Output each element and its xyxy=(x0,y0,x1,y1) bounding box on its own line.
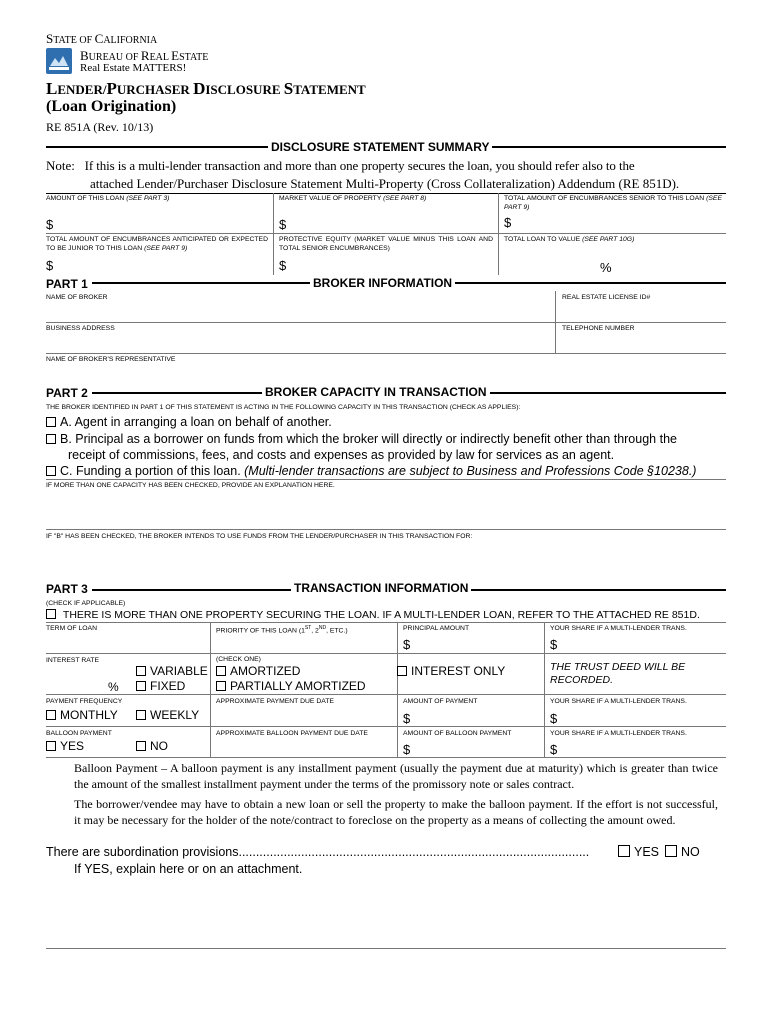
part1-label: PART 1 xyxy=(46,277,92,291)
amount-of-payment-field[interactable]: $ xyxy=(403,711,411,726)
option-b-checkbox[interactable] xyxy=(46,434,56,444)
balloon-no-option: NO xyxy=(136,739,168,753)
partially-amortized-option: PARTIALLY AMORTIZED xyxy=(216,679,366,693)
option-a: A. Agent in arranging a loan on behalf of another. xyxy=(46,414,332,431)
balloon-amount-label: AMOUNT OF BALLOON PAYMENT xyxy=(403,730,512,737)
share-field-1[interactable]: $ xyxy=(550,637,558,652)
subordination-explain-label: If YES, explain here or on an attachment. xyxy=(74,862,303,876)
option-c-checkbox[interactable] xyxy=(46,466,56,476)
principal-amount-label: PRINCIPAL AMOUNT xyxy=(403,625,470,632)
balloon-due-date-label: APPROXIMATE BALLOON PAYMENT DUE DATE xyxy=(216,730,368,737)
share-label-3: YOUR SHARE IF A MULTI-LENDER TRANS. xyxy=(550,730,687,737)
form-id: RE 851A (Rev. 10/13) xyxy=(46,120,154,134)
term-of-loan-label: TERM OF LOAN xyxy=(46,625,97,632)
balloon-yes-option: YES xyxy=(46,739,84,753)
form-subtitle: (Loan Origination) xyxy=(46,98,177,115)
senior-encumbrances-field[interactable]: $ xyxy=(504,215,512,230)
protective-equity-label: PROTECTIVE EQUITY (MARKET VALUE MINUS THIS LOAN AND TOTAL SENIOR ENCUMBRANCES) xyxy=(279,236,493,252)
balloon-payment-label: BALLOON PAYMENT xyxy=(46,730,112,737)
option-b: B. Principal as a borrower on funds from which the broker will directly or indirectly benefit other than through the xyxy=(46,431,728,448)
summary-note-line2: attached Lender/Purchaser Disclosure Statement Multi-Property (Cross Collateralization) Addendum (RE 851D). xyxy=(90,176,680,191)
part2-label: PART 2 xyxy=(46,386,92,400)
borrower-paragraph: The borrower/vendee may have to obtain a new loan or sell the property to make the balloon payment. If the effort is not successful, it may be necessary for the holder of the note/contract to foreclose on the property as a means of collecting the amount owed. xyxy=(74,797,718,827)
fixed-option: FIXED xyxy=(136,679,185,693)
summary-note: Note: If this is a multi-lender transaction and more than one property secures the loan, you should refer also to the xyxy=(46,158,635,173)
form-title: LENDER/PURCHASER DISCLOSURE STATEMENT xyxy=(46,79,366,98)
trust-deed-note: THE TRUST DEED WILL BE RECORDED. xyxy=(550,661,686,686)
tagline: Real Estate MATTERS! xyxy=(80,62,187,74)
california-bear-logo-icon xyxy=(46,48,72,74)
interest-only-option: INTEREST ONLY xyxy=(397,664,505,678)
junior-encumbrances-label: TOTAL AMOUNT OF ENCUMBRANCES ANTICIPATED OR EXPECTED TO BE JUNIOR TO THIS LOAN (SEE PART 9) xyxy=(46,236,268,252)
interest-only-checkbox[interactable] xyxy=(397,666,407,676)
principal-amount-field[interactable]: $ xyxy=(403,637,411,652)
share-label-2: YOUR SHARE IF A MULTI-LENDER TRANS. xyxy=(550,698,687,705)
payment-frequency-label: PAYMENT FREQUENCY xyxy=(46,698,123,705)
percent-sign: % xyxy=(108,680,119,694)
share-field-3[interactable]: $ xyxy=(550,742,558,757)
weekly-checkbox[interactable] xyxy=(136,710,146,720)
telephone-label: TELEPHONE NUMBER xyxy=(562,325,635,332)
b-funds-label: IF "B" HAS BEEN CHECKED, THE BROKER INTENDS TO USE FUNDS FROM THE LENDER/PURCHASER IN THIS TRANSACTION FOR: xyxy=(46,533,473,540)
subordination-provisions: There are subordination provisions..................................................................................................... xyxy=(46,845,590,859)
balloon-no-checkbox[interactable] xyxy=(136,741,146,751)
priority-label: PRIORITY OF THIS LOAN (1ST, 2ND, ETC.) xyxy=(216,625,348,635)
multi-property-row: THERE IS MORE THAN ONE PROPERTY SECURING THE LOAN. IF A MULTI-LENDER LOAN, REFER TO THE ATTACHED RE 851D. xyxy=(46,609,700,621)
senior-encumbrances-label: TOTAL AMOUNT OF ENCUMBRANCES SENIOR TO THIS LOAN (SEE PART 9) xyxy=(504,195,722,211)
option-b-continued: receipt of commissions, fees, and costs and expenses as provided by law for services as an agent. xyxy=(68,448,615,462)
option-c: C. Funding a portion of this loan. (Multi-lender transactions are subject to Business and Professions Code §10238.) xyxy=(46,463,696,480)
loan-to-value-label: TOTAL LOAN TO VALUE (SEE PART 10G) xyxy=(504,236,635,243)
monthly-checkbox[interactable] xyxy=(46,710,56,720)
fixed-checkbox[interactable] xyxy=(136,681,146,691)
balloon-yes-checkbox[interactable] xyxy=(46,741,56,751)
amortized-option: AMORTIZED xyxy=(216,664,300,678)
junior-encumbrances-field[interactable]: $ xyxy=(46,258,54,273)
amount-of-payment-label: AMOUNT OF PAYMENT xyxy=(403,698,478,705)
part3-label: PART 3 xyxy=(46,582,92,596)
part1-heading: BROKER INFORMATION xyxy=(310,276,455,290)
amount-of-loan-field[interactable]: $ xyxy=(46,217,54,232)
option-a-checkbox[interactable] xyxy=(46,417,56,427)
variable-checkbox[interactable] xyxy=(136,666,146,676)
business-address-label: BUSINESS ADDRESS xyxy=(46,325,115,332)
multi-property-checkbox[interactable] xyxy=(46,609,56,619)
market-value-label: MARKET VALUE OF PROPERTY (SEE PART 8) xyxy=(279,195,427,202)
subordination-no-checkbox[interactable] xyxy=(665,845,677,857)
interest-rate-label: INTEREST RATE xyxy=(46,657,99,664)
amount-of-loan-label: AMOUNT OF THIS LOAN (SEE PART 3) xyxy=(46,195,170,202)
market-value-field[interactable]: $ xyxy=(279,217,287,232)
state-of-california: STATE OF CALIFORNIA xyxy=(46,31,158,46)
capacity-intro: THE BROKER IDENTIFIED IN PART 1 OF THIS STATEMENT IS ACTING IN THE FOLLOWING CAPACITY IN THIS TRANSACTION (CHECK AS APPLIES): xyxy=(46,404,521,411)
broker-representative-label: NAME OF BROKER'S REPRESENTATIVE xyxy=(46,356,176,363)
subordination-yes-option: YES xyxy=(618,845,659,859)
summary-heading: DISCLOSURE STATEMENT SUMMARY xyxy=(268,140,492,154)
bureau-of-real-estate: BUREAU OF REAL ESTATE xyxy=(80,48,209,63)
share-label-1: YOUR SHARE IF A MULTI-LENDER TRANS. xyxy=(550,625,687,632)
balloon-amount-field[interactable]: $ xyxy=(403,742,411,757)
check-if-applicable: (CHECK IF APPLICABLE) xyxy=(46,600,126,607)
explanation-label: IF MORE THAN ONE CAPACITY HAS BEEN CHECKED, PROVIDE AN EXPLANATION HERE. xyxy=(46,482,335,489)
share-field-2[interactable]: $ xyxy=(550,711,558,726)
license-id-label: REAL ESTATE LICENSE ID# xyxy=(562,294,651,301)
balloon-payment-paragraph: Balloon Payment – A balloon payment is any installment payment (usually the payment due at maturity) which is greater than twice the amount of the smallest installment payment under the terms of the promissory note or sales contract. xyxy=(74,761,718,791)
monthly-option: MONTHLY xyxy=(46,708,118,722)
subordination-yes-checkbox[interactable] xyxy=(618,845,630,857)
loan-to-value-field[interactable]: % xyxy=(600,260,612,275)
check-one-label: (CHECK ONE) xyxy=(216,656,261,663)
payment-due-date-label: APPROXIMATE PAYMENT DUE DATE xyxy=(216,698,334,705)
part2-heading: BROKER CAPACITY IN TRANSACTION xyxy=(262,385,490,399)
part3-heading: TRANSACTION INFORMATION xyxy=(291,581,471,595)
subordination-no-option: NO xyxy=(665,845,700,859)
protective-equity-field[interactable]: $ xyxy=(279,258,287,273)
variable-option: VARIABLE xyxy=(136,664,208,678)
weekly-option: WEEKLY xyxy=(136,708,199,722)
amortized-checkbox[interactable] xyxy=(216,666,226,676)
name-of-broker-label: NAME OF BROKER xyxy=(46,294,108,301)
partially-amortized-checkbox[interactable] xyxy=(216,681,226,691)
